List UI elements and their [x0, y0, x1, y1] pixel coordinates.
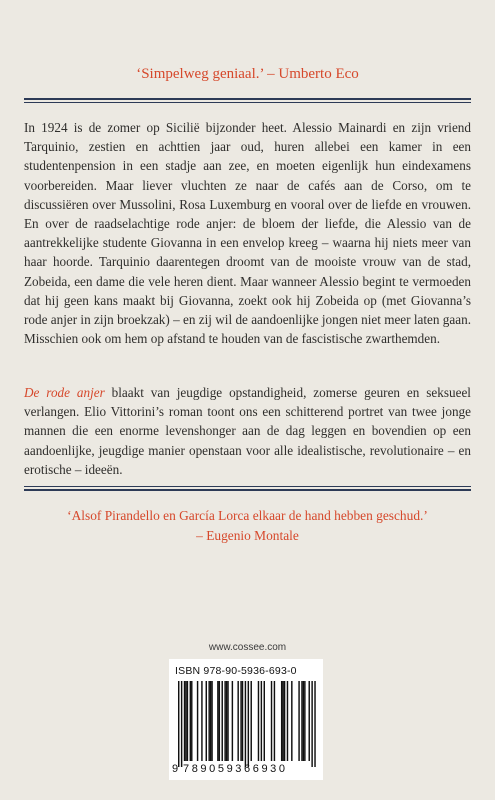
- barcode-bar: [208, 681, 209, 761]
- bottom-quote-author: – Eugenio Montale: [196, 528, 299, 543]
- barcode-bar: [248, 681, 249, 767]
- barcode-bar: [309, 681, 310, 761]
- barcode-bar: [201, 681, 202, 761]
- barcode-bar: [206, 681, 207, 761]
- barcode-bar: [245, 681, 246, 767]
- barcode-bar: [271, 681, 272, 761]
- barcode-bar: [287, 681, 288, 761]
- barcode-bar: [184, 681, 185, 761]
- barcode-bar: [224, 681, 225, 761]
- bottom-rule-thin: [24, 486, 471, 487]
- barcode-bar: [311, 681, 312, 767]
- bottom-quote-text: ‘Alsof Pirandello en García Lorca elkaar de hand hebben geschud.’: [67, 508, 428, 523]
- barcode-bar: [210, 681, 211, 761]
- description-paragraph-2: [24, 383, 471, 479]
- barcode-bar: [301, 681, 302, 761]
- barcode-bar: [181, 681, 182, 767]
- ean-first-digit: 9: [172, 763, 179, 775]
- barcode-bar: [281, 681, 282, 761]
- bottom-rule-thick: [24, 489, 471, 491]
- barcode-bar: [291, 681, 292, 761]
- description-paragraph-2-text: blaakt van jeugdige opstandigheid, zomerse geuren en seksueel verlangen. Elio Vittorini’s roman toont ons een schitterend portret van twee jonge mannen die een enorme levenshonger aan de dag leggen en bovendien op een aandoenlijke, jeugdige manier openstaan voor alle idealistische, revolutionaire – en erotische – ideeën.: [24, 385, 471, 477]
- barcode-bar: [185, 681, 186, 761]
- barcode-bar: [303, 681, 304, 761]
- barcode-bar: [191, 681, 192, 761]
- barcode-bar: [261, 681, 262, 761]
- publisher-website: www.cossee.com: [208, 642, 287, 653]
- barcode-bar: [227, 681, 228, 761]
- barcode-bar: [197, 681, 198, 761]
- barcode-bars: [169, 659, 323, 780]
- barcode-bar: [274, 681, 275, 761]
- barcode-bar: [258, 681, 259, 761]
- barcode-bar: [222, 681, 223, 761]
- description-paragraph-1: In 1924 is de zomer op Sicilië bijzonder heet. Alessio Mainardi en zijn vriend Tarquinio, zestien en achttien jaar oud, huren allebei een kamer in een studentenpension in een stadje aan zee, en moeten eigenlijk hun eindexamens voorbereiden. Maar liever vluchten ze naar de cafés aan de Corso, om te discussiëren over Mussolini, Rosa Luxemburg en vooral over de liefde en vrouwen. En over de raadselachtige rode anjer: de bloem der liefde, die Alessio van de aantrekkelijke studente Giovanna in een envelop kreeg – waarna hij niets meer van haar hoorde. Tarquinio daarentegen droomt van de mooiste vrouw van de stad, Zobeida, een dame die vele heren dient. Maar wanneer Alessio begint te vermoeden dat hij geen kans maakt bij Giovanna, zoekt ook hij Zobeida op (met Giovanna’s rode anjer in zijn broekzak) – en zij wil de aandoenlijke jongen niet meer laten gaan. Misschien ook om hem op afstand te houden van de fascistische zwarthemden.: [24, 120, 471, 347]
- bottom-quote: [0, 506, 495, 546]
- barcode-bar: [242, 681, 243, 761]
- top-rule-thick: [24, 98, 471, 100]
- barcode-bar: [298, 681, 299, 761]
- barcode-bar: [211, 681, 212, 761]
- barcode-bar: [314, 681, 315, 767]
- barcode-bar: [264, 681, 265, 761]
- barcode-bar: [284, 681, 285, 761]
- barcode-bar: [237, 681, 238, 761]
- isbn-label: ISBN 978-90-5936-693-0: [175, 665, 297, 677]
- barcode-bar: [219, 681, 220, 761]
- barcode-bar: [178, 681, 179, 767]
- barcode-bar: [304, 681, 305, 761]
- barcode-bar: [251, 681, 252, 761]
- top-rule-thin: [24, 102, 471, 103]
- isbn-barcode: [169, 659, 323, 780]
- ean-remaining-digits: 789059366930: [183, 763, 288, 775]
- barcode-bar: [217, 681, 218, 761]
- barcode-bar: [232, 681, 233, 761]
- barcode-bar: [226, 681, 227, 761]
- book-title-italic: De rode anjer: [24, 385, 105, 400]
- barcode-bar: [187, 681, 188, 761]
- top-quote: ‘Simpelweg geniaal.’ – Umberto Eco: [136, 66, 359, 82]
- barcode-bar: [240, 681, 241, 761]
- barcode-bar: [282, 681, 283, 761]
- barcode-bar: [190, 681, 191, 761]
